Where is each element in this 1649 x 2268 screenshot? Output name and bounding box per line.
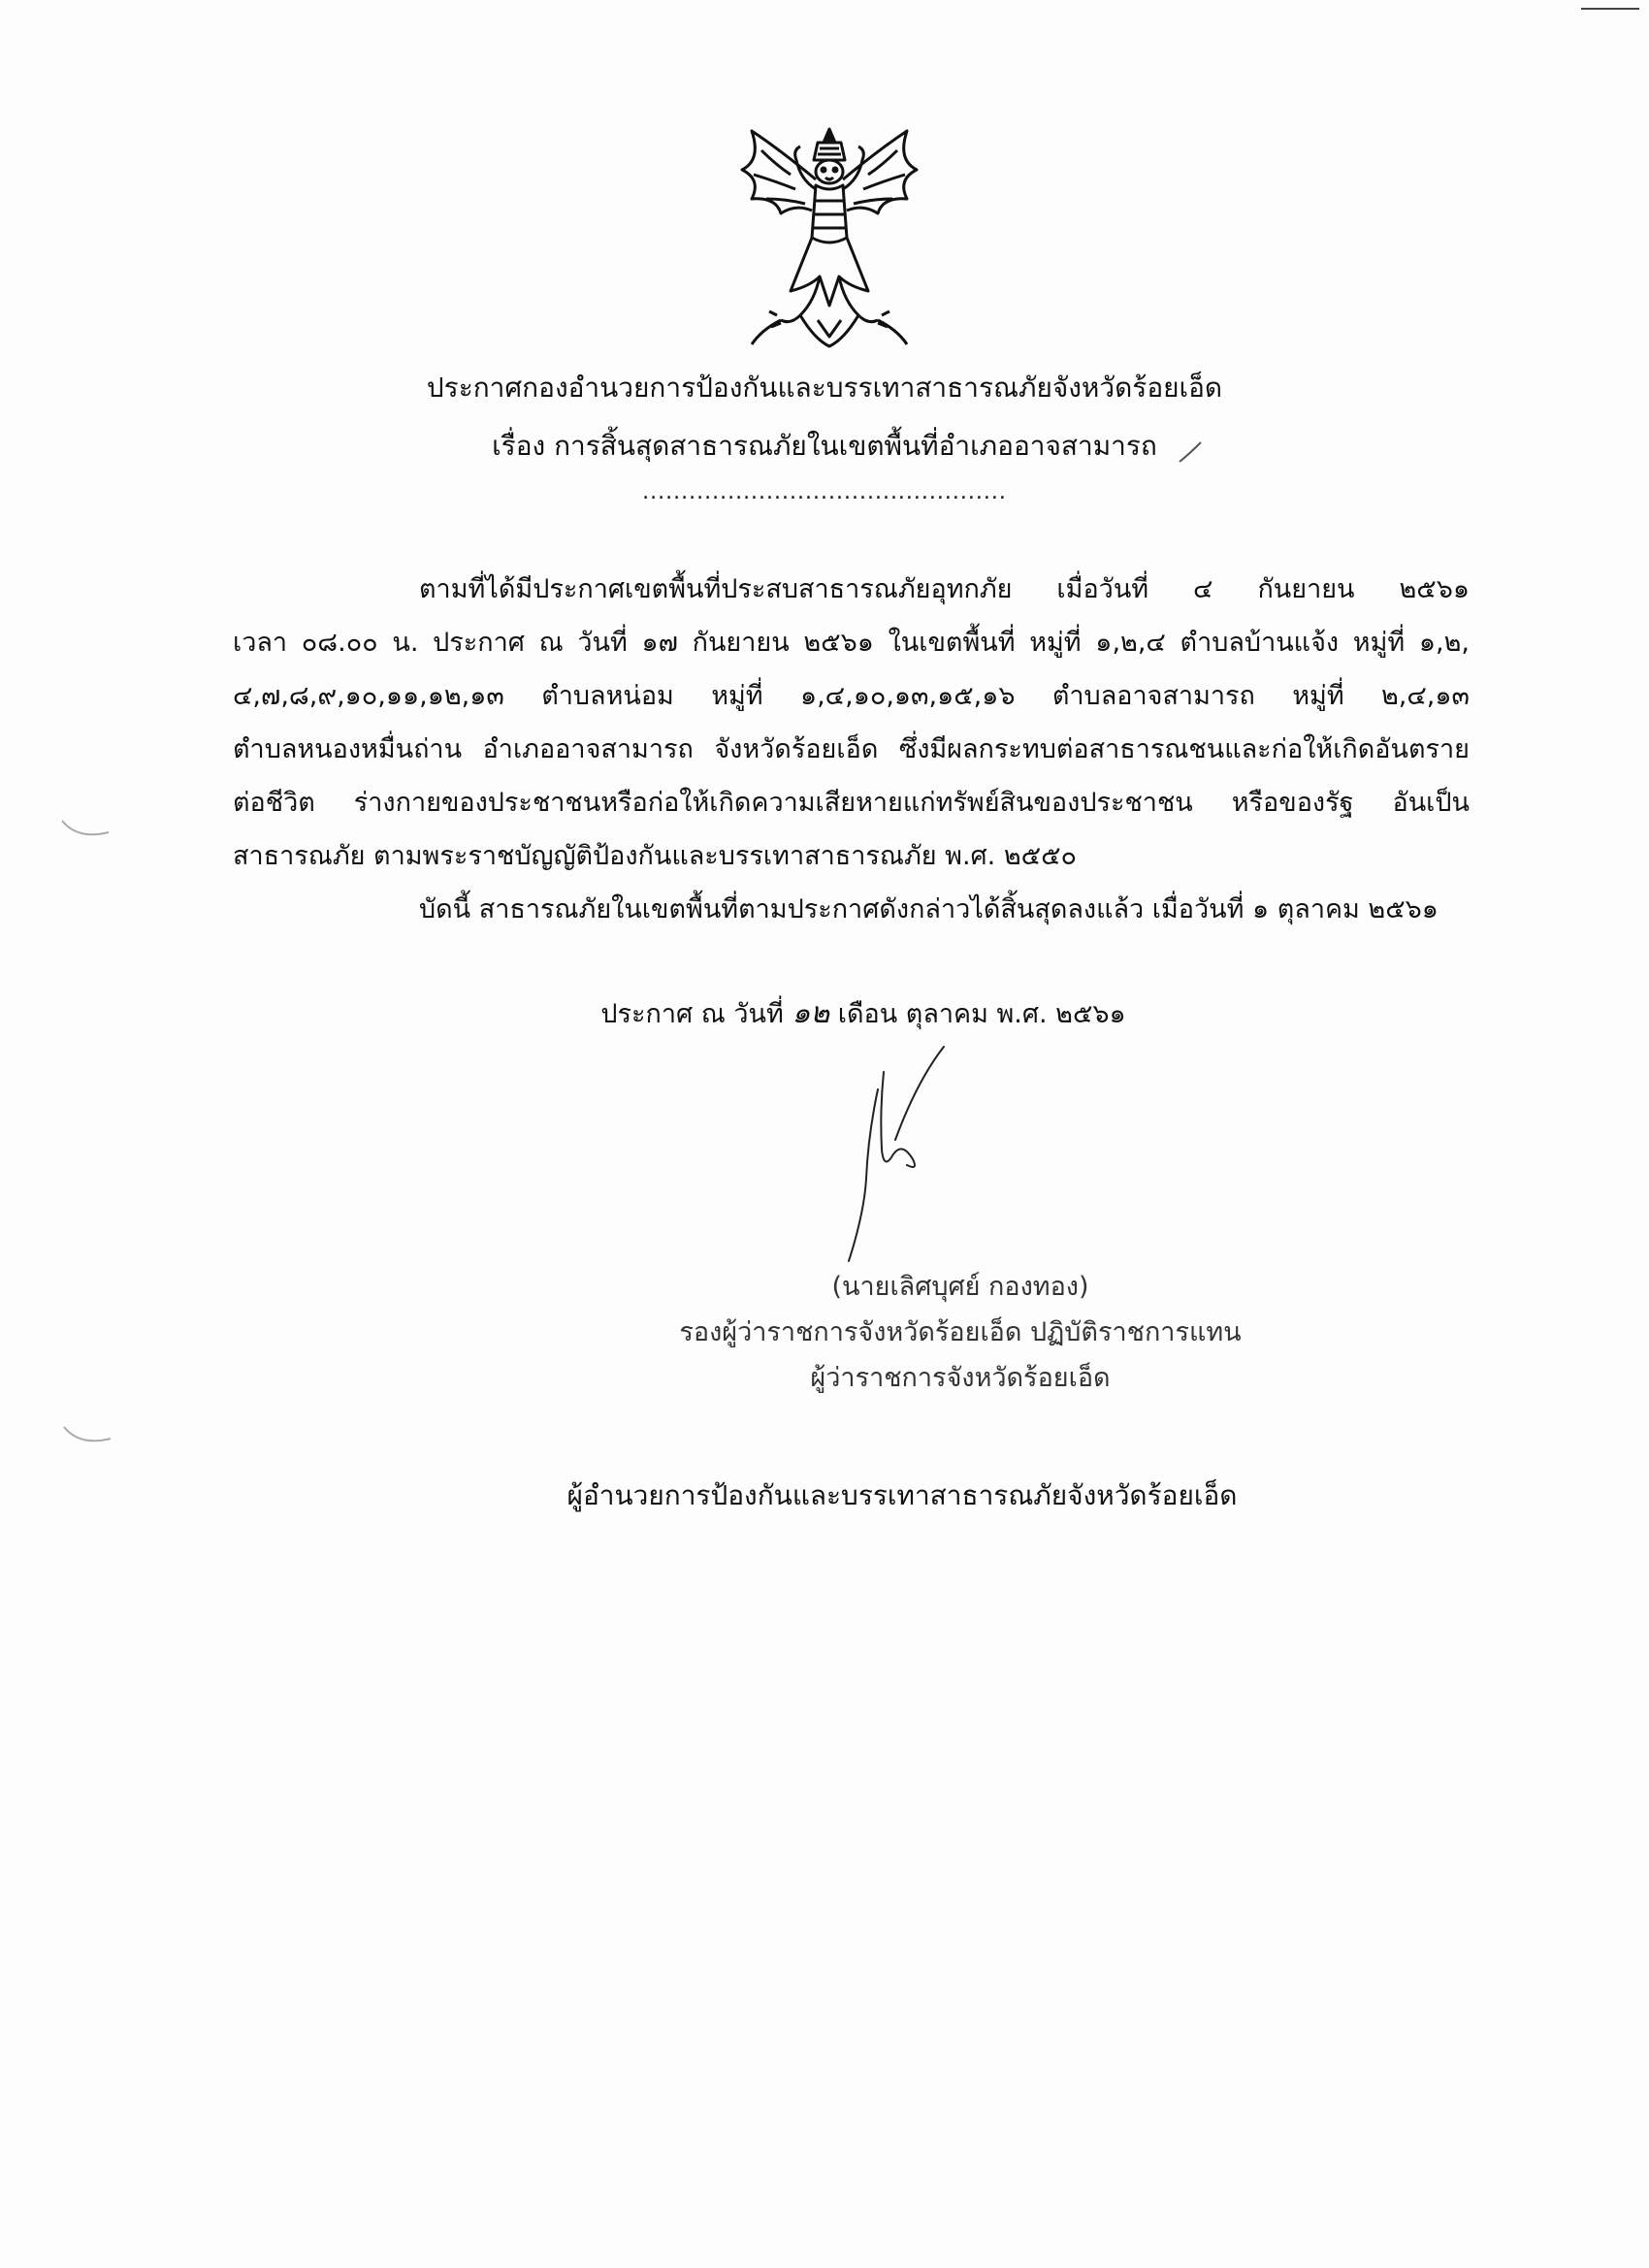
dateline xyxy=(0,989,1649,1039)
dateline-suffix: เดือน ตุลาคม พ.ศ. ๒๕๖๑ xyxy=(837,999,1126,1029)
punch-hole-mark-top xyxy=(58,815,116,844)
announcement-subject: เรื่อง การสิ้นสุดสาธารณภัยในเขตพื้นที่อำเภออาจสามารถ xyxy=(492,430,1157,462)
signatory-name: (นายเลิศบุศย์ กองทอง) xyxy=(831,1272,1089,1302)
signatory-position-line-1: รองผู้ว่าราชการจังหวัดร้อยเอ็ด ปฏิบัติราชการแทน xyxy=(679,1317,1242,1347)
signatory-title: ผู้อำนวยการป้องกันและบรรเทาสาธารณภัยจังหวัดร้อยเอ็ด xyxy=(566,1479,1238,1511)
paragraph-line: สาธารณภัย ตามพระราชบัญญัติป้องกันและบรรเทาสาธารณภัย พ.ศ. ๒๕๕๐ xyxy=(233,841,1077,871)
title-separator: ............................................... xyxy=(642,480,1007,504)
body-paragraph-1 xyxy=(233,563,1470,883)
check-mark-icon xyxy=(1176,438,1205,468)
scan-edge-line xyxy=(1581,8,1639,10)
handwritten-signature xyxy=(829,1043,965,1266)
paragraph-line: ตามที่ได้มีประกาศเขตพื้นที่ประสบสาธารณภัยอุทกภัย เมื่อวันที่ ๔ กันยายน ๒๕๖๑ xyxy=(419,574,1470,604)
body-paragraph-2 xyxy=(233,883,1470,936)
announcement-title: ประกาศกองอำนวยการป้องกันและบรรเทาสาธารณภัยจังหวัดร้อยเอ็ด xyxy=(426,372,1223,404)
paragraph-line: เวลา ๐๘.๐๐ น. ประกาศ ณ วันที่ ๑๗ กันยายน ๒๕๖๑ ในเขตพื้นที่ หมู่ที่ ๑,๒,๔ ตำบลบ้านแจ้ง หมู่ที่ ๑,๒, xyxy=(233,628,1470,658)
paragraph-line: บัดนี้ สาธารณภัยในเขตพื้นที่ตามประกาศดังกล่าวได้สิ้นสุดลงแล้ว เมื่อวันที่ ๑ ตุลาคม ๒๕๖๑ xyxy=(419,894,1439,924)
dateline-day: ๑๒ xyxy=(792,996,830,1030)
garuda-emblem-icon xyxy=(723,121,936,354)
punch-hole-mark-bottom xyxy=(60,1421,118,1450)
dateline-prefix: ประกาศ ณ วันที่ xyxy=(600,999,784,1029)
signatory-position-line-2: ผู้ว่าราชการจังหวัดร้อยเอ็ด xyxy=(810,1363,1111,1393)
paragraph-line: ต่อชีวิต ร่างกายของประชาชนหรือก่อให้เกิดความเสียหายแก่ทรัพย์สินของประชาชน หรือของรัฐ อันเป็น xyxy=(233,788,1470,818)
paragraph-line: ๔,๗,๘,๙,๑๐,๑๑,๑๒,๑๓ ตำบลหน่อม หมู่ที่ ๑,๔,๑๐,๑๓,๑๕,๑๖ ตำบลอาจสามารถ หมู่ที่ ๒,๔,๑๓ xyxy=(233,681,1470,711)
paragraph-line: ตำบลหนองหมื่นถ่าน อำเภออาจสามารถ จังหวัดร้อยเอ็ด ซึ่งมีผลกระทบต่อสาธารณชนและก่อให้เกิดอันตราย xyxy=(233,734,1470,764)
